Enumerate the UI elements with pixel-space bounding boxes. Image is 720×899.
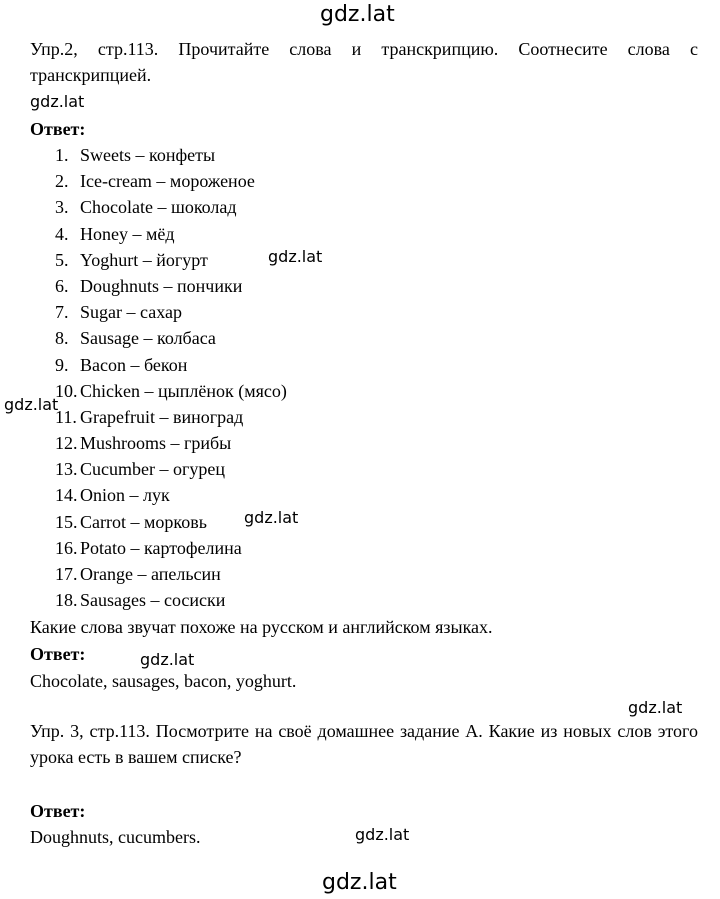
exercise2-answer2: Chocolate, sausages, bacon, yoghurt.	[30, 671, 297, 691]
watermark: gdz.lat	[244, 508, 299, 527]
list-item: 16. Potato – картофелина	[55, 537, 242, 558]
list-item: 7. Sugar – сахар	[55, 302, 182, 323]
watermark: gdz.lat	[140, 650, 195, 669]
list-item: 10. Chicken – цыплёнок (мясо)	[55, 380, 287, 401]
list-item: 18. Sausages – сосиски	[55, 590, 226, 611]
answer-list	[55, 142, 287, 613]
watermark: gdz.lat	[355, 825, 410, 844]
list-item: 1. Sweets – конфеты	[55, 145, 216, 165]
list-item: 2. Ice-cream – мороженое	[55, 171, 255, 192]
list-item: 11. Grapefruit – виноград	[55, 406, 244, 427]
watermark: gdz.lat	[30, 92, 85, 111]
exercise3-answer-label: Ответ:	[30, 801, 86, 821]
exercise2-answer2-label: Ответ:	[30, 644, 86, 664]
list-item: 14. Onion – лук	[55, 485, 170, 506]
list-item: 5. Yoghurt – йогурт	[55, 249, 208, 270]
list-item: 4. Honey – мёд	[55, 223, 175, 244]
list-item: 17. Orange – апельсин	[55, 564, 221, 584]
list-item: 13. Cucumber – огурец	[55, 459, 225, 480]
exercise2-answer-label: Ответ:	[30, 119, 86, 139]
list-item: 3. Chocolate – шоколад	[55, 197, 237, 218]
exercise3-task: Упр. 3, стр.113. Посмотрите на своё домашнее задание А. Какие из новых слов этого урока есть в вашем списке?	[30, 721, 698, 767]
list-item: 9. Bacon – бекон	[55, 354, 188, 375]
exercise2-task: Упр.2, стр.113. Прочитайте слова и транскрипцию. Соотнесите слова с транскрипцией.	[30, 39, 698, 85]
list-item: 12. Mushrooms – грибы	[55, 433, 232, 454]
watermark: gdz.lat	[4, 395, 59, 414]
watermark-bottom: gdz.lat	[322, 870, 397, 895]
list-item: 8. Sausage – колбаса	[55, 328, 216, 349]
watermark: gdz.lat	[268, 247, 323, 266]
list-item: 6. Doughnuts – пончики	[55, 275, 243, 296]
watermark-top: gdz.lat	[320, 2, 395, 27]
exercise2-question: Какие слова звучат похоже на русском и английском языках.	[30, 617, 493, 637]
watermark: gdz.lat	[628, 698, 683, 717]
list-item: 15. Carrot – морковь	[55, 511, 207, 532]
exercise3-answer: Doughnuts, cucumbers.	[30, 827, 201, 847]
